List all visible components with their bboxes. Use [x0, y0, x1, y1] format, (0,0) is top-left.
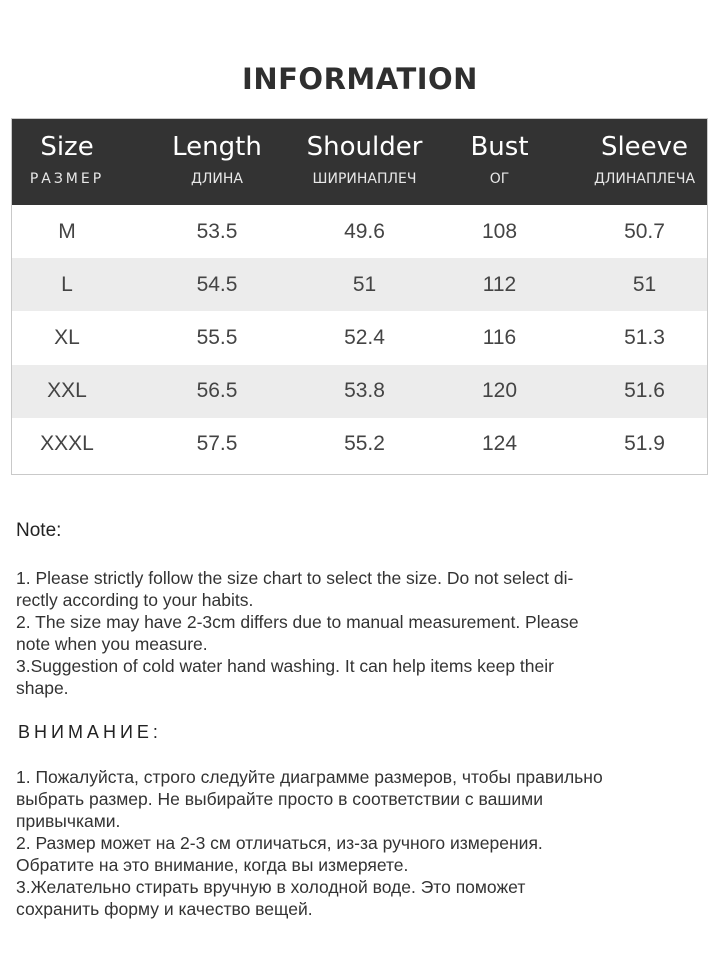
header-length [122, 119, 312, 205]
header-length-ru: ДЛИНА [190, 171, 244, 187]
table-row [12, 365, 707, 418]
header-shoulder [306, 119, 423, 205]
ru-note-line: привычками. [16, 811, 121, 831]
cell-bust: 124 [481, 432, 518, 456]
note-title: Note: [16, 520, 62, 541]
cell-length: 57.5 [196, 432, 238, 456]
cell-length: 53.5 [196, 219, 238, 243]
ru-note-line: 2. Размер может на 2-3 см отличаться, из-за ручного измерения. [16, 833, 543, 853]
note-paragraph-1 [16, 567, 706, 699]
cell-sleeve: 50.7 [624, 219, 665, 243]
cell-shoulder: 52.4 [344, 325, 385, 349]
ru-note-line: 1. Пожалуйста, строго следуйте диаграмме размеров, чтобы правильно [16, 767, 603, 787]
cell-length: 54.5 [196, 272, 238, 296]
table-row [12, 205, 707, 258]
note-line: 1. Please strictly follow the size chart to select the size. Do not select di- [16, 568, 574, 588]
ru-note-paragraphs [16, 766, 706, 920]
note-line: rectly according to your habits. [16, 590, 254, 610]
table-row [12, 258, 707, 311]
note-line: shape. [16, 678, 69, 698]
header-bust-ru: ОГ [489, 171, 510, 187]
header-size-en: Size [40, 132, 94, 162]
cell-bust: 116 [482, 325, 517, 349]
cell-sleeve: 51 [632, 272, 657, 296]
table-header [12, 119, 707, 205]
note-line: note when you measure. [16, 634, 208, 654]
header-length-en: Length [172, 132, 262, 162]
cell-sleeve: 51.6 [624, 379, 665, 403]
ru-note-line: сохранить форму и качество вещей. [16, 899, 313, 919]
page-title: INFORMATION [242, 62, 478, 96]
cell-sleeve: 51.9 [624, 432, 665, 456]
note-line: 2. The size may have 2-3cm differs due to manual measurement. Please [16, 612, 579, 632]
header-bust [417, 119, 582, 205]
cell-bust: 120 [481, 379, 518, 403]
header-sleeve-ru: ДЛИНАПЛЕЧА [593, 171, 696, 187]
header-sleeve-en: Sleeve [600, 132, 689, 162]
header-sleeve [582, 119, 707, 205]
size-table [11, 118, 708, 475]
note-line: 3.Suggestion of cold water hand washing. It can help items keep their [16, 656, 554, 676]
header-shoulder-en: Shoulder [306, 132, 423, 162]
cell-sleeve: 51.3 [624, 325, 665, 349]
cell-length: 56.5 [196, 379, 238, 403]
table-row [12, 311, 707, 364]
cell-shoulder: 55.2 [344, 432, 385, 456]
ru-note-line: Обратите на это внимание, когда вы измеряете. [16, 855, 409, 875]
ru-note-title: ВНИМАНИЕ: [18, 722, 162, 742]
cell-length: 55.5 [196, 325, 238, 349]
ru-note-line: выбрать размер. Не выбирайте просто в соответствии с вашими [16, 789, 543, 809]
table-row [12, 418, 707, 471]
cell-size: XXL [47, 379, 87, 403]
cell-bust: 112 [482, 272, 517, 296]
header-shoulder-ru: ШИРИНАПЛЕЧ [312, 171, 417, 187]
header-size [12, 119, 122, 205]
cell-size: XL [54, 325, 80, 349]
cell-size: L [61, 272, 73, 296]
cell-bust: 108 [481, 219, 518, 243]
cell-shoulder: 49.6 [344, 219, 385, 243]
cell-shoulder: 53.8 [344, 379, 385, 403]
ru-note-line: 3.Желательно стирать вручную в холодной воде. Это поможет [16, 877, 526, 897]
cell-size: M [58, 219, 76, 243]
header-bust-en: Bust [470, 132, 529, 162]
cell-size: XXXL [40, 432, 94, 456]
cell-shoulder: 51 [352, 272, 377, 296]
header-size-ru: РАЗМЕР [29, 171, 105, 187]
